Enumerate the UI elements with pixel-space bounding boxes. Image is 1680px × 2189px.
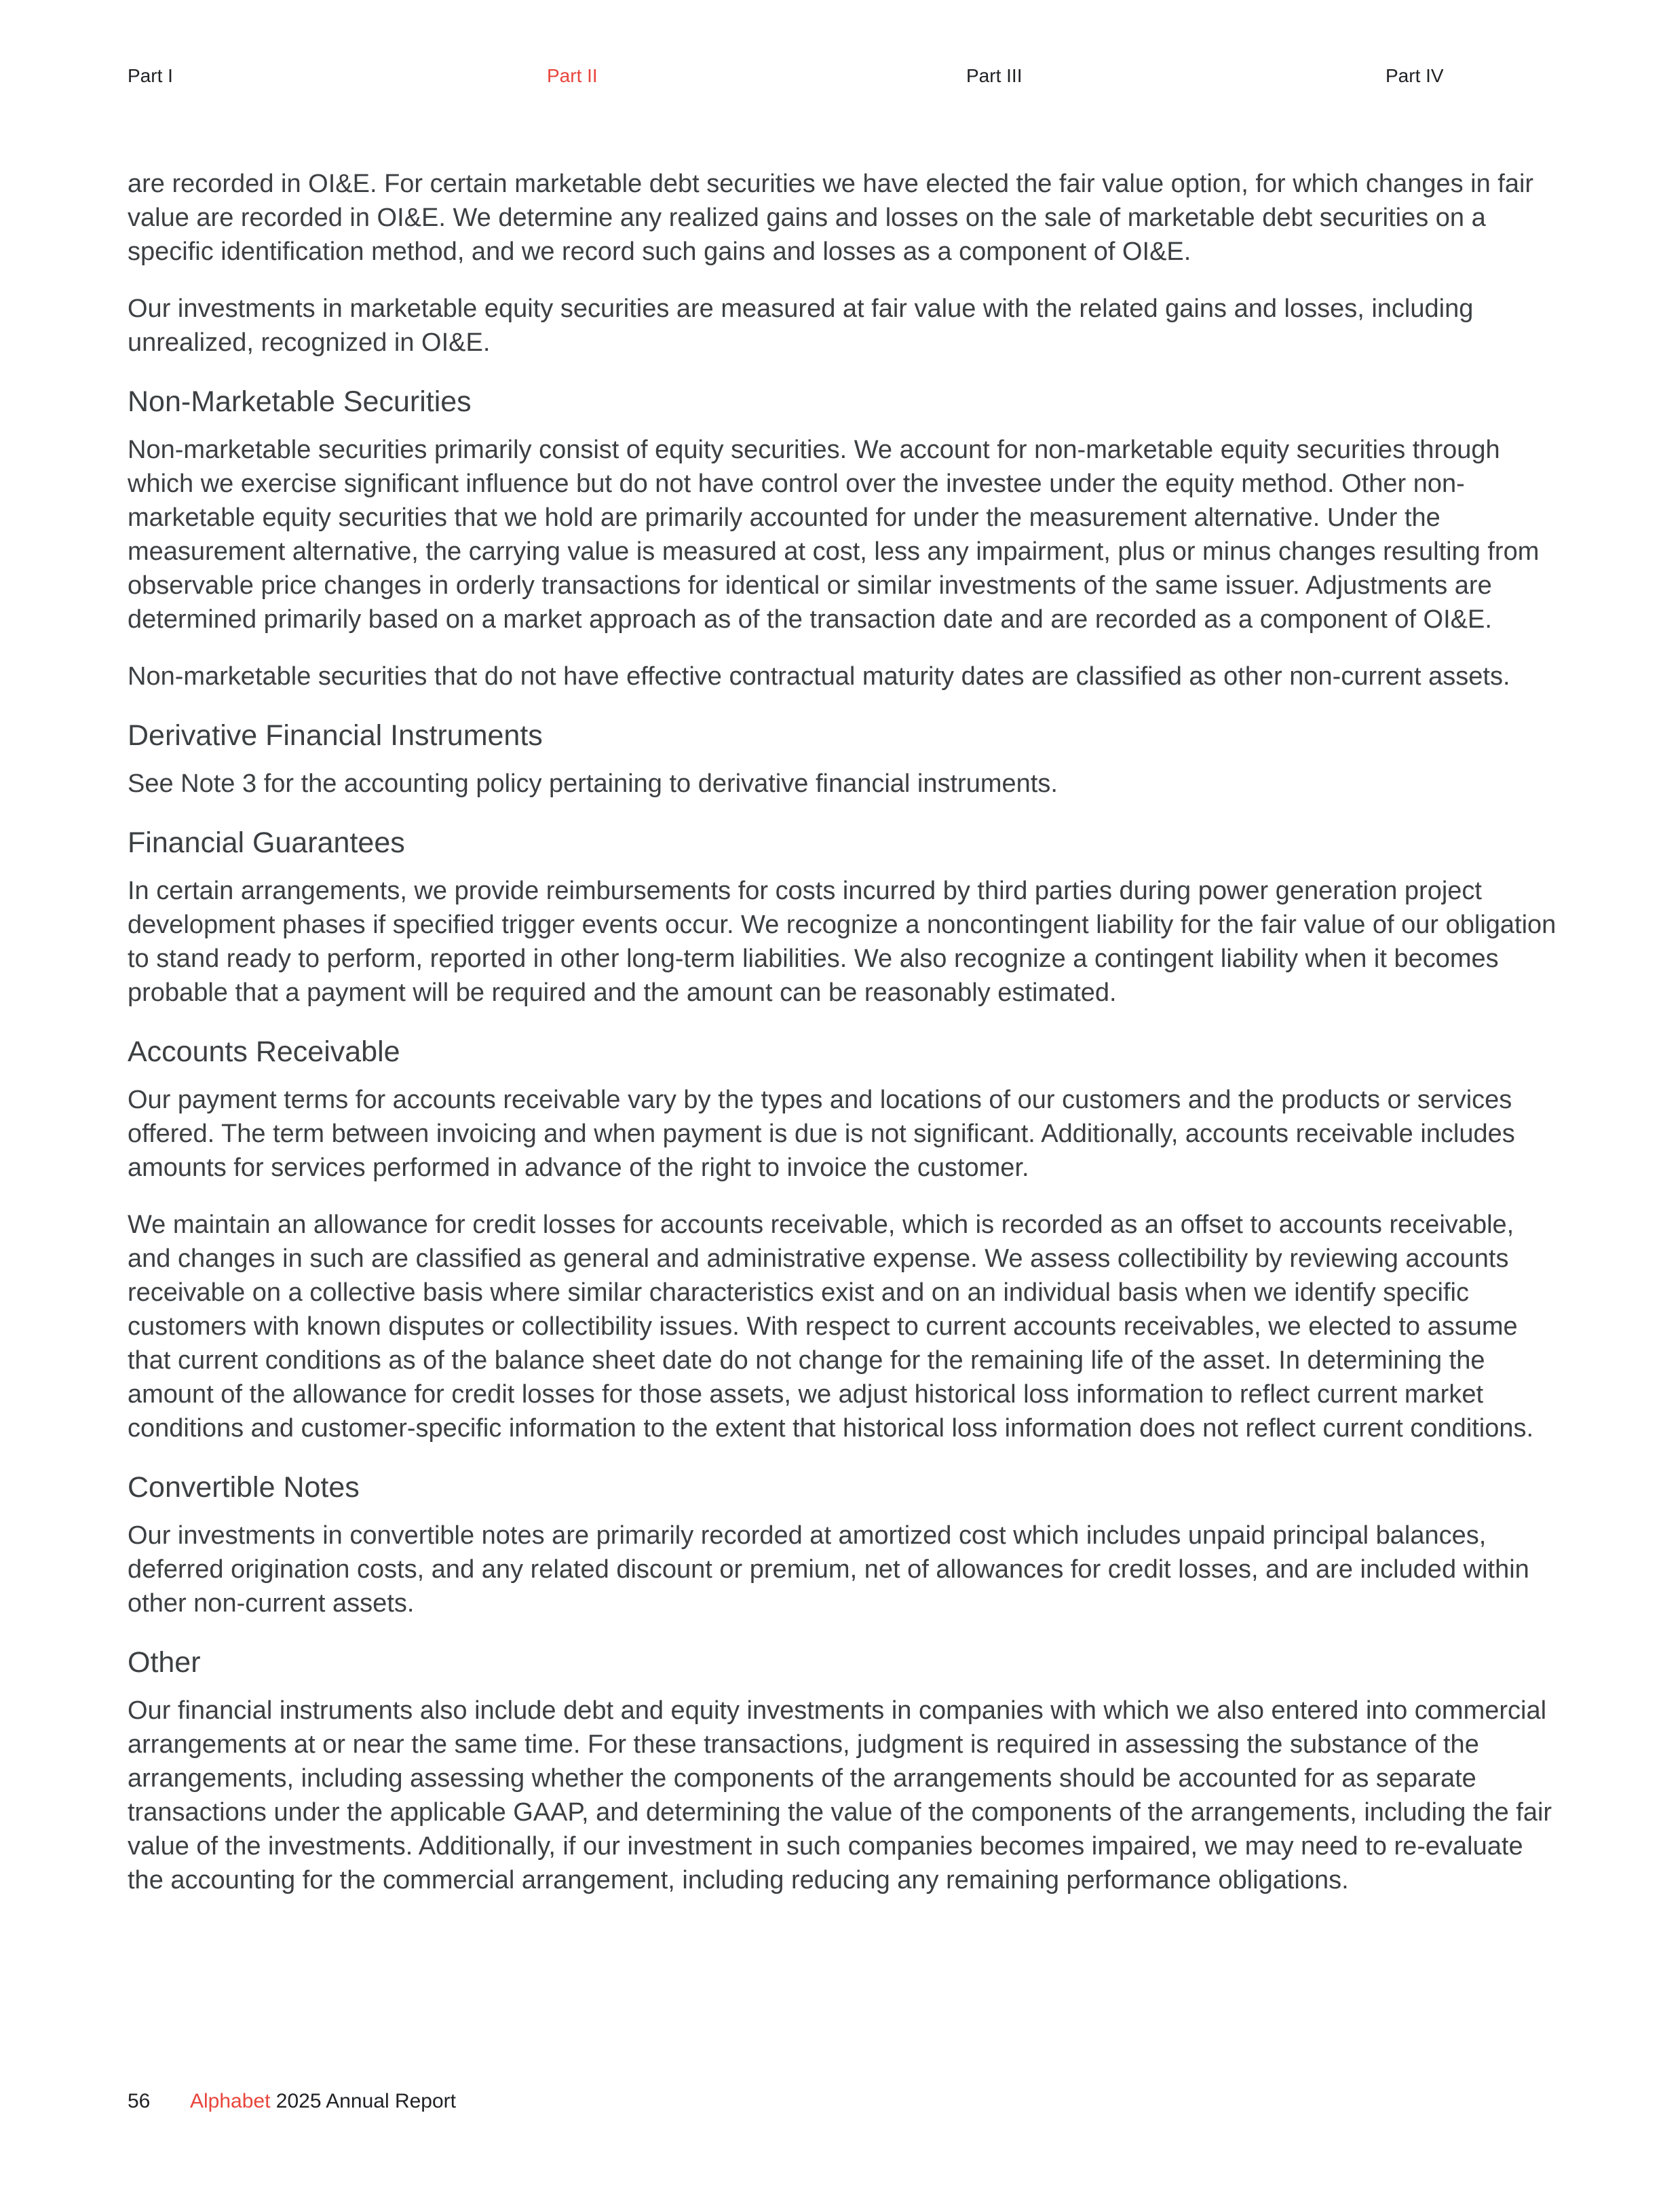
nav-link-part-iii[interactable]: Part III: [966, 65, 1023, 86]
body-paragraph: Our payment terms for accounts receivable vary by the types and locations of our customers and the products or services offered. The term between invoicing and when payment is due is not significant. Additionally, accounts receivable includes amounts for services performed in advance of the right to invoice the customer.: [128, 1086, 1515, 1182]
body-paragraph: are recorded in OI&E. For certain marketable debt securities we have elected the fair value option, for which changes in fair value are recorded in OI&E. We determine any realized gains and losses on the sale of marketable debt securities on a specific identification method, and we record such gains and losses as a component of OI&E.: [128, 170, 1534, 266]
body-paragraph: Our financial instruments also include debt and equity investments in companies with which we also entered into commercial arrangements at or near the same time. For these transactions, judgment is required in assessing the substance of the arrangements, including assessing whether the components of the arrangements should be accounted for as separate transactions under the applicable GAAP, and determining the value of the components of the arrangements, including the fair value of the investments. Additionally, if our investment in such companies becomes impaired, we may need to re-evaluate the accounting for the commercial arrangement, including reducing any remaining performance obligations.: [128, 1696, 1552, 1895]
body-paragraph: Non-marketable securities primarily consist of equity securities. We account for non-marketable equity securities through which we exercise significant influence but do not have control over the investee under the equity method. Other non-marketable equity securities that we hold are primarily accounted for under the measurement alternative. Under the measurement alternative, the carrying value is measured at cost, less any impairment, plus or minus changes resulting from observable price changes in orderly transactions for identical or similar investments of the same issuer. Adjustments are determined primarily based on a market approach as of the transaction date and are recorded as a component of OI&E.: [128, 436, 1540, 634]
body-paragraph: In certain arrangements, we provide reimbursements for costs incurred by third parties during power generation project development phases if specified trigger events occur. We recognize a noncontingent liability for the fair value of our obligation to stand ready to perform, reported in other long-term liabilities. We also recognize a contingent liability when it becomes probable that a payment will be required and the amount can be reasonably estimated.: [128, 877, 1557, 1007]
body-paragraph: We maintain an allowance for credit losses for accounts receivable, which is recorded as an offset to accounts receivable, and changes in such are classified as general and administrative expense. We assess collectibility by reviewing accounts receivable on a collective basis where similar characteristics exist and on an individual basis when we identify specific customers with known disputes or collectibility issues. With respect to current accounts receivables, we elected to assume that current conditions as of the balance sheet date do not change for the remaining life of the asset. In determining the amount of the allowance for credit losses for those assets, we adjust historical loss information to reflect current market conditions and customer-specific information to the extent that historical loss information does not reflect current conditions.: [128, 1211, 1534, 1443]
report-title: 2025 Annual Report: [275, 2090, 456, 2112]
body-paragraph: Our investments in convertible notes are primarily recorded at amortized cost which includes unpaid principal balances, deferred origination costs, and any related discount or premium, net of allowances for credit losses, and are included within other non-current assets.: [128, 1521, 1529, 1618]
section-heading-other: Other: [128, 1646, 201, 1679]
nav-link-part-ii[interactable]: Part II: [547, 65, 598, 86]
body-paragraph: Non-marketable securities that do not have effective contractual maturity dates are classified as other non-current assets.: [128, 662, 1510, 691]
page-footer: [128, 2090, 456, 2113]
brand-name: Alphabet: [190, 2090, 271, 2112]
section-heading-accounts-receivable: Accounts Receivable: [128, 1035, 400, 1068]
body-paragraph: See Note 3 for the accounting policy pertaining to derivative financial instruments.: [128, 769, 1058, 798]
section-heading-financial-guarantees: Financial Guarantees: [128, 826, 405, 859]
section-heading-derivative-financial-instruments: Derivative Financial Instruments: [128, 719, 543, 752]
page-number: 56: [128, 2090, 151, 2112]
section-heading-convertible-notes: Convertible Notes: [128, 1471, 360, 1504]
body-paragraph: Our investments in marketable equity securities are measured at fair value with the related gains and losses, including unrealized, recognized in OI&E.: [128, 294, 1474, 357]
part-navigation: [0, 65, 1680, 92]
nav-link-part-i[interactable]: Part I: [128, 65, 173, 86]
page-content: [128, 167, 1559, 1920]
section-heading-non-marketable-securities: Non-Marketable Securities: [128, 385, 472, 418]
nav-link-part-iv[interactable]: Part IV: [1386, 65, 1444, 86]
